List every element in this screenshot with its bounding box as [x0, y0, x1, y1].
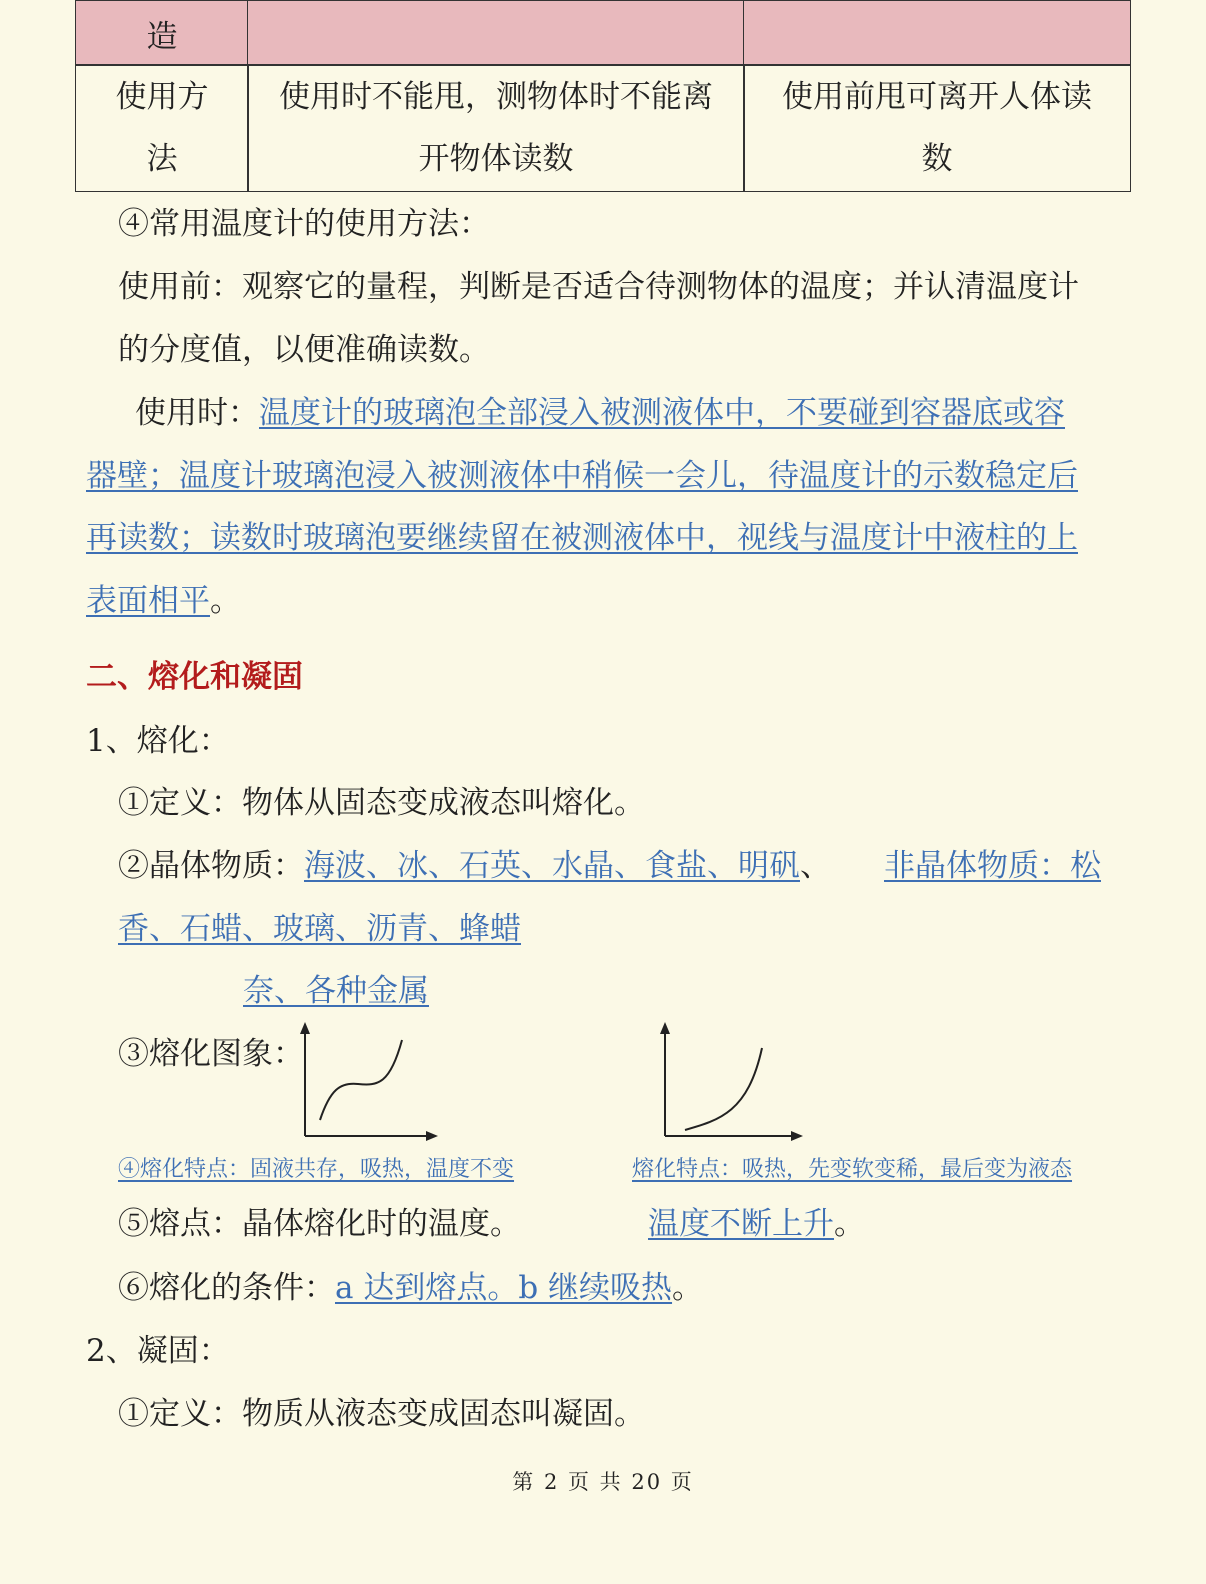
- noncrystal-melting-graph: [650, 1020, 815, 1150]
- table-cell: 使用方 法: [75, 64, 249, 192]
- crystal-melting-graph: [290, 1020, 450, 1150]
- noncrystal-feature: 熔化特点：吸热，先变软变稀，最后变为液态: [632, 1157, 1073, 1182]
- crystal-feature: ④熔化特点：固液共存，吸热，温度不变: [118, 1157, 515, 1182]
- noncrystal-label: 非晶体物质：松: [884, 848, 1101, 884]
- paragraph-during-use: 器壁；温度计玻璃泡浸入被测液体中稍候一会儿，待温度计的示数稳定后: [86, 458, 1078, 494]
- section-title: 二、熔化和凝固: [86, 659, 303, 695]
- crystal-line: ②晶体物质：海波、冰、石英、水晶、食盐、明矾、: [118, 848, 831, 884]
- solidify-heading: 2、凝固：: [86, 1333, 230, 1369]
- paragraph-during-use: 使用时：温度计的玻璃泡全部浸入被测液体中，不要碰到容器底或容: [135, 395, 1065, 431]
- page-footer: 第 2 页 共 20 页: [512, 1470, 694, 1494]
- melt-definition: ①定义：物体从固态变成液态叫熔化。: [118, 785, 645, 821]
- table-cell: 造: [75, 0, 249, 66]
- table-cell: [247, 0, 745, 66]
- paragraph-before-use: 的分度值，以便准确读数。: [118, 332, 490, 368]
- crystal-more: 奈、各种金属: [243, 973, 429, 1009]
- paragraph-before-use: 使用前：观察它的量程，判断是否适合待测物体的温度；并认清温度计: [118, 269, 1079, 305]
- table-cell: [743, 0, 1131, 66]
- subheading-usage: ④常用温度计的使用方法：: [118, 206, 490, 242]
- paragraph-during-use: 再读数；读数时玻璃泡要继续留在被测液体中，视线与温度计中液柱的上: [86, 520, 1078, 556]
- table-cell: 使用时不能甩，测物体时不能离 开物体读数: [247, 64, 745, 192]
- comparison-table: [75, 0, 1131, 192]
- melting-condition: ⑥熔化的条件：a 达到熔点。b 继续吸热。: [118, 1270, 704, 1306]
- graph-label: ③熔化图象：: [118, 1036, 304, 1072]
- melting-point: ⑤熔点：晶体熔化时的温度。: [118, 1206, 521, 1242]
- melt-heading: 1、熔化：: [86, 723, 230, 759]
- solidify-definition: ①定义：物质从液态变成固态叫凝固。: [118, 1396, 645, 1432]
- paragraph-during-use: 表面相平。: [86, 583, 241, 619]
- table-cell: 使用前甩可离开人体读 数: [743, 64, 1131, 192]
- temperature-rise: 温度不断上升。: [648, 1206, 865, 1242]
- noncrystal-list: 香、石蜡、玻璃、沥青、蜂蜡: [118, 911, 521, 947]
